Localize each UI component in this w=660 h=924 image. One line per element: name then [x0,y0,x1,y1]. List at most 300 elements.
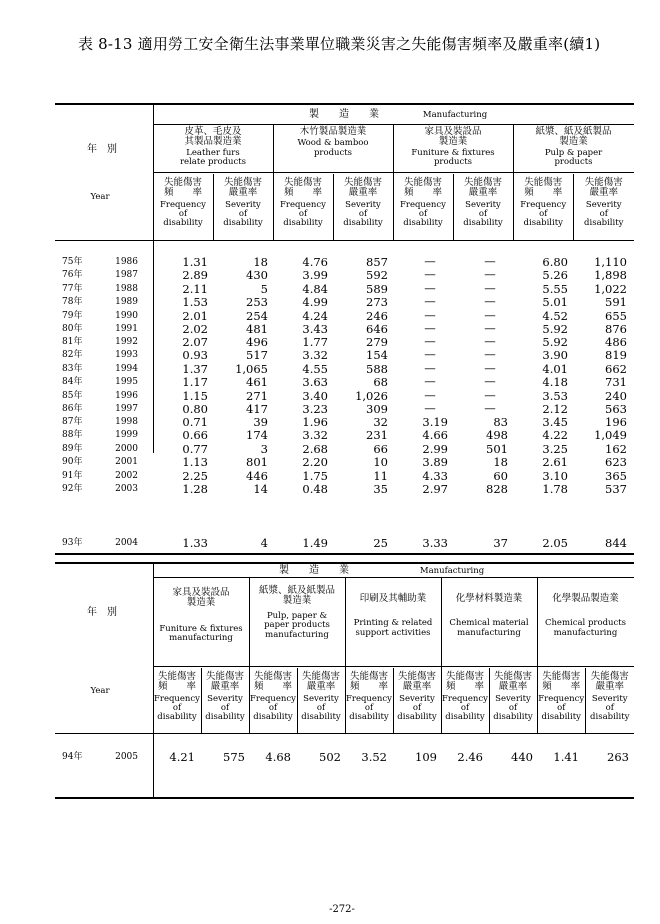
group-header-2-zh: 木竹製品製造業 [299,126,367,137]
table-cell: 1,022 [594,281,627,296]
section-header-en: Manufacturing [422,110,488,120]
row-year-ad: 1989 [115,297,138,308]
row-year-ad: 1988 [115,283,138,294]
table-cell: 2.12 [542,402,568,416]
row-year-roc: 81年 [62,337,83,347]
row-year-roc: 90年 [62,457,83,468]
table-cell: 2.20 [302,455,328,470]
table-cell: 1.96 [302,415,328,429]
table-cell: 563 [605,402,627,416]
table-cell: 2.02 [182,322,208,336]
table-cell: 4.76 [302,255,328,269]
row-year-ad: 1994 [115,363,138,374]
table-cell: 819 [605,348,627,363]
row-year-roc: 94年 [62,752,83,762]
table-cell: 83 [493,415,508,429]
severity-header-2-zh: 失能傷害 嚴重率 [301,671,340,693]
severity-header-1-en: Severity of disability [205,693,245,722]
group-header-4-en: Chemical material manufacturing [449,618,529,638]
table-cell: — [484,267,496,282]
table-cell: 3.32 [302,348,328,363]
frequency-header-3 [345,672,393,722]
table-cell: 498 [486,428,508,443]
table-cell: 2.46 [457,750,483,764]
frequency-header-3-zh: 失能傷害 頻 率 [349,671,388,693]
row-year-ad: 1993 [115,350,138,361]
table-cell: 1,898 [594,268,627,283]
severity-header-2 [334,178,392,228]
group-header-2-en: Wood & bamboo products [297,138,369,158]
table-cell: — [424,387,436,402]
table-cell: 1.13 [182,455,208,470]
section-header-zh: 製 造 業 [309,109,379,120]
severity-header-3 [454,178,512,228]
frequency-header-5-en: Frequency of disability [538,693,585,722]
table-cell: 60 [493,468,508,483]
row-year-roc: 83年 [62,363,83,374]
group-divider [537,577,538,733]
table-cell: — [424,254,436,268]
row-year-roc: 87年 [62,417,83,427]
table-cell: — [484,280,496,295]
row-year-ad: 1999 [115,430,138,441]
table-cell: 5 [260,281,268,296]
table-cell: 0.48 [302,482,328,496]
table-cell: 5.55 [542,281,568,296]
severity-header-5-en: Severity of disability [590,693,630,722]
table-cell: 11 [373,468,388,483]
frequency-header-3 [394,178,452,228]
year-label-en: Year [90,686,110,696]
table-cell: 1,049 [594,428,627,443]
table-cell: 1.37 [182,361,208,376]
row-year-ad: 1991 [115,324,138,334]
subcolumn-divider [573,174,574,240]
table-cell: 575 [223,750,245,764]
group-rule [153,666,634,667]
subcolumn-divider [213,174,214,240]
table-cell: — [484,334,496,348]
row-year-ad: 1986 [115,257,138,267]
bottom-rule [55,553,634,555]
table-cell: 3.43 [302,322,328,336]
table-cell: 3.63 [302,375,328,390]
table-cell: 662 [605,361,627,376]
severity-header-4-zh: 失能傷害 嚴重率 [493,671,532,693]
table-cell: 254 [246,308,268,323]
table-cell: 589 [366,281,388,296]
table-cell: 1.17 [182,375,208,390]
group-header-5-zh: 化學製品製造業 [552,593,619,604]
frequency-header-4 [441,672,489,722]
group-header-2 [249,586,345,640]
top-rule [55,103,634,105]
table-cell: 876 [605,322,627,336]
group-header-4 [441,594,537,638]
table-cell: 1.77 [302,335,328,349]
group-header-2-en: Pulp, paper & paper products manufacturing [264,610,330,640]
table-cell: 3 [260,441,268,456]
table-cell: 309 [366,402,388,416]
group-header-4-zh: 紙漿、紙及紙製品 製造業 [535,126,612,148]
table-cell: 2.99 [422,441,448,456]
row-year-roc: 88年 [62,430,83,441]
table-cell: 3.10 [542,468,568,483]
table-cell: 68 [373,375,388,390]
frequency-header-2-en: Frequency of disability [280,199,326,228]
group-header-2 [274,127,392,158]
row-year-roc: 79年 [62,310,83,321]
table-cell: — [424,401,436,415]
table-cell: 4 [260,536,268,550]
frequency-header-1-en: Frequency of disability [154,693,200,722]
severity-header-1-zh: 失能傷害 嚴重率 [223,177,262,199]
group-header-1-zh: 家具及裝設品 製造業 [172,587,230,609]
group-divider [345,577,346,733]
severity-header-1-en: Severity of disability [223,199,263,228]
table-cell: 18 [253,255,268,269]
table-cell: 273 [366,295,388,310]
table-cell: — [484,374,496,389]
row-year-roc: 80年 [62,324,83,334]
row-year-ad: 2000 [115,443,138,454]
group-header-1-en: Funiture & fixtures manufacturing [159,623,243,644]
table-cell: 537 [605,482,627,496]
table-cell: 263 [607,750,629,764]
table-cell: 4.01 [542,361,568,376]
group-header-3 [345,594,441,638]
table-cell: 461 [246,375,268,390]
table-cell: 0.71 [182,415,208,429]
table-cell: 3.53 [542,388,568,403]
group-header-5-en: Chemical products manufacturing [544,618,627,638]
frequency-header-4-en: Frequency of disability [520,199,567,228]
table-cell: 365 [605,468,627,483]
row-year-ad: 2004 [115,538,138,548]
table-cell: 1.78 [542,482,568,496]
group-divider [273,124,274,240]
subcolumn-divider [201,668,202,733]
table-cell: 417 [246,402,268,416]
table-cell: — [484,294,496,309]
header-rule [153,577,634,578]
table-cell: 18 [493,455,508,470]
subcolumn-divider [585,668,586,733]
subcolumn-divider [333,174,334,240]
header-bottom-rule [55,733,634,734]
table-cell: 2.61 [542,455,568,470]
row-year-roc: 89年 [62,443,83,454]
severity-header-2-en: Severity of disability [343,199,383,228]
table-cell: 5.92 [542,335,568,349]
severity-header-1-zh: 失能傷害 嚴重率 [205,671,244,693]
group-header-5 [538,594,634,638]
frequency-header-4-zh: 失能傷害 頻 率 [445,671,484,693]
group-header-3-zh: 印刷及其輔助業 [359,593,427,604]
table-cell: — [484,401,496,415]
table-cell: 39 [253,415,268,429]
table-cell: — [424,334,436,348]
section-header-en: Manufacturing [419,566,485,576]
severity-header-3 [393,672,441,722]
table-cell: 801 [246,455,268,470]
table-cell: 591 [605,295,627,310]
row-year-ad: 2003 [115,484,138,494]
table-cell: 240 [605,388,627,403]
severity-header-2 [297,672,345,722]
severity-header-4 [575,178,633,228]
table-cell: 2.07 [182,335,208,349]
table-cell: 1.28 [182,482,208,496]
row-year-ad: 1997 [115,404,138,414]
frequency-header-1-zh: 失能傷害 頻 率 [163,177,202,199]
frequency-header-3-zh: 失能傷害 頻 率 [403,177,442,199]
table-cell: 828 [486,482,508,496]
top-rule [55,562,634,564]
table-cell: 4.18 [542,375,568,390]
frequency-header-2 [249,672,297,722]
table-cell: 1,110 [594,255,627,269]
table-cell: 4.52 [542,308,568,323]
group-header-4 [515,127,633,168]
row-year-ad: 1996 [115,390,138,401]
table-cell: 731 [605,375,627,390]
row-year-ad: 2001 [115,457,138,468]
table-cell: 0.66 [182,428,208,443]
table-cell: 4.21 [169,750,195,764]
severity-header-2-zh: 失能傷害 嚴重率 [343,177,382,199]
table-cell: 446 [246,468,268,483]
row-year-ad: 1995 [115,377,138,388]
table-cell: 496 [246,335,268,349]
table-cell: 4.68 [265,750,291,764]
table-cell: — [484,254,496,268]
frequency-header-4-en: Frequency of disability [442,693,488,722]
group-header-1-zh: 皮革、毛皮及 其製品製造業 [184,126,242,148]
table-cell: — [424,347,436,362]
table-cell: 857 [366,255,388,269]
table-cell: 3.90 [542,348,568,363]
table-cell: 588 [366,361,388,376]
table-cell: 2.05 [542,536,568,550]
row-year-roc: 91年 [62,470,83,481]
frequency-header-1-en: Frequency of disability [160,199,206,228]
table-cell: — [424,307,436,322]
table-cell: — [424,267,436,282]
table-cell: 623 [605,455,627,470]
severity-header-5 [586,672,634,722]
table-cell: 3.89 [422,455,448,470]
section-header-zh: 製 造 業 [279,565,349,576]
table-cell: 3.32 [302,428,328,443]
subcolumn-divider [393,668,394,733]
table-cell: 109 [415,750,437,764]
table-cell: 844 [605,536,627,550]
group-header-3-en: Funiture & fixtures products [411,147,495,168]
table-cell: 154 [366,348,388,363]
frequency-header-1 [154,178,212,228]
row-year-ad: 2002 [115,470,138,481]
table-cell: — [484,387,496,402]
row-year-ad: 1987 [115,270,138,281]
table-cell: — [484,321,496,335]
table-cell: 14 [253,482,268,496]
table-cell: — [484,347,496,362]
frequency-header-4-zh: 失能傷害 頻 率 [524,177,563,199]
table-cell: 1,026 [355,388,388,403]
row-year-roc: 78年 [62,297,83,308]
frequency-header-2-zh: 失能傷害 頻 率 [283,177,322,199]
table-cell: 440 [511,750,533,764]
frequency-header-3-en: Frequency of disability [346,693,392,722]
severity-header-3-zh: 失能傷害 嚴重率 [463,177,502,199]
frequency-header-2 [274,178,332,228]
table-cell: 3.40 [302,388,328,403]
severity-header-5-zh: 失能傷害 嚴重率 [590,671,629,693]
table-cell: 231 [366,428,388,443]
header-bottom-rule [55,240,634,241]
page-number: -272- [329,904,355,915]
table-cell: 2.68 [302,441,328,456]
frequency-header-2-en: Frequency of disability [250,693,296,722]
row-year-roc: 85年 [62,390,83,401]
severity-header-4 [489,672,537,722]
row-year-roc: 92年 [62,484,83,494]
table-cell: 1.75 [302,468,328,483]
severity-header-1 [214,178,272,228]
table-cell: 486 [605,335,627,349]
row-year-roc: 93年 [62,538,83,548]
group-header-2-zh: 紙漿、紙及紙製品 製造業 [258,585,335,607]
subcolumn-divider [453,174,454,240]
row-year-ad: 1992 [115,337,138,347]
table-cell: 253 [246,295,268,310]
row-year-roc: 76年 [62,270,83,281]
table-cell: — [424,360,436,375]
stub-divider [153,103,154,453]
severity-header-3-en: Severity of disability [397,693,437,722]
year-label-en: Year [90,192,110,202]
page-title: 表 8-13 適用勞工安全衛生法事業單位職業災害之失能傷害頻率及嚴重率(續1) [78,35,601,53]
severity-header-3-en: Severity of disability [463,199,503,228]
table-cell: 502 [319,750,341,764]
table-cell: 501 [486,441,508,456]
bottom-rule [55,797,634,799]
frequency-header-5-zh: 失能傷害 頻 率 [542,671,581,693]
table-cell: 5.92 [542,322,568,336]
table-cell: 0.80 [182,402,208,416]
table-cell: 4.24 [302,308,328,323]
row-year-roc: 75年 [62,257,83,267]
table-cell: 3.45 [542,415,568,429]
table-cell: 4.55 [302,361,328,376]
table-cell: 2.01 [182,308,208,323]
severity-header-4-zh: 失能傷害 嚴重率 [584,177,623,199]
table-cell: 4.33 [422,468,448,483]
table-cell: 1.53 [182,295,208,310]
table-cell: 1.31 [182,255,208,269]
table-cell: 2.25 [182,468,208,483]
table-cell: 4.99 [302,295,328,310]
table-cell: 2.97 [422,482,448,496]
table-cell: 25 [373,536,388,550]
table-cell: 0.93 [182,348,208,363]
year-label-zh: 年 別 [87,607,117,618]
table-cell: 3.99 [302,268,328,283]
table-cell: 35 [373,482,388,496]
group-header-4-zh: 化學材料製造業 [455,593,523,604]
table-cell: 517 [246,348,268,363]
table-cell: 4.66 [422,428,448,443]
row-year-roc: 82年 [62,350,83,361]
group-header-3-zh: 家具及裝設品 製造業 [424,126,482,148]
severity-header-4-en: Severity of disability [584,199,624,228]
group-header-3 [394,127,512,168]
row-year-ad: 2005 [115,752,138,762]
table-cell: 5.01 [542,295,568,310]
table-cell: 1.49 [302,536,328,550]
table-cell: 3.25 [542,441,568,456]
table-cell: — [484,360,496,375]
table-cell: 1.33 [182,536,208,550]
group-header-1 [154,127,272,168]
table-cell: 162 [605,441,627,456]
frequency-header-5 [537,672,585,722]
table-cell: 246 [366,308,388,323]
severity-header-4-en: Severity of disability [493,693,533,722]
table-cell: 271 [246,388,268,403]
subcolumn-divider [297,668,298,733]
subcolumn-divider [489,668,490,733]
table-cell: 592 [366,268,388,283]
table-cell: 2.11 [182,281,208,296]
table-cell: 10 [373,455,388,470]
year-label-zh: 年 別 [87,144,117,155]
table-cell: 5.26 [542,268,568,283]
group-divider [513,124,514,240]
frequency-header-4 [514,178,572,228]
table-cell: 3.33 [422,536,448,550]
table-cell: — [424,374,436,389]
table-cell: 430 [246,268,268,283]
group-divider [393,124,394,240]
row-year-roc: 84年 [62,377,83,388]
table-cell: 6.80 [542,255,568,269]
table-cell: 3.19 [422,415,448,429]
table-cell: 481 [246,322,268,336]
table-cell: 32 [373,415,388,429]
row-year-roc: 77年 [62,283,83,294]
table-cell: 1,065 [235,361,268,376]
table-cell: 1.41 [553,750,579,764]
table-cell: 655 [605,308,627,323]
group-header-1 [153,588,249,644]
row-year-roc: 86年 [62,404,83,414]
severity-header-2-en: Severity of disability [301,693,341,722]
group-header-4-en: Pulp & paper products [544,147,603,168]
severity-header-1 [201,672,249,722]
table-cell: 646 [366,322,388,336]
frequency-header-1 [153,672,201,722]
table-cell: 0.77 [182,441,208,456]
table-cell: — [424,321,436,335]
table-cell: 2.89 [182,268,208,283]
frequency-header-3-en: Frequency of disability [400,199,446,228]
stub-divider [153,562,154,797]
frequency-header-1-zh: 失能傷害 頻 率 [157,671,196,693]
table-cell: 66 [373,441,388,456]
group-divider [441,577,442,733]
